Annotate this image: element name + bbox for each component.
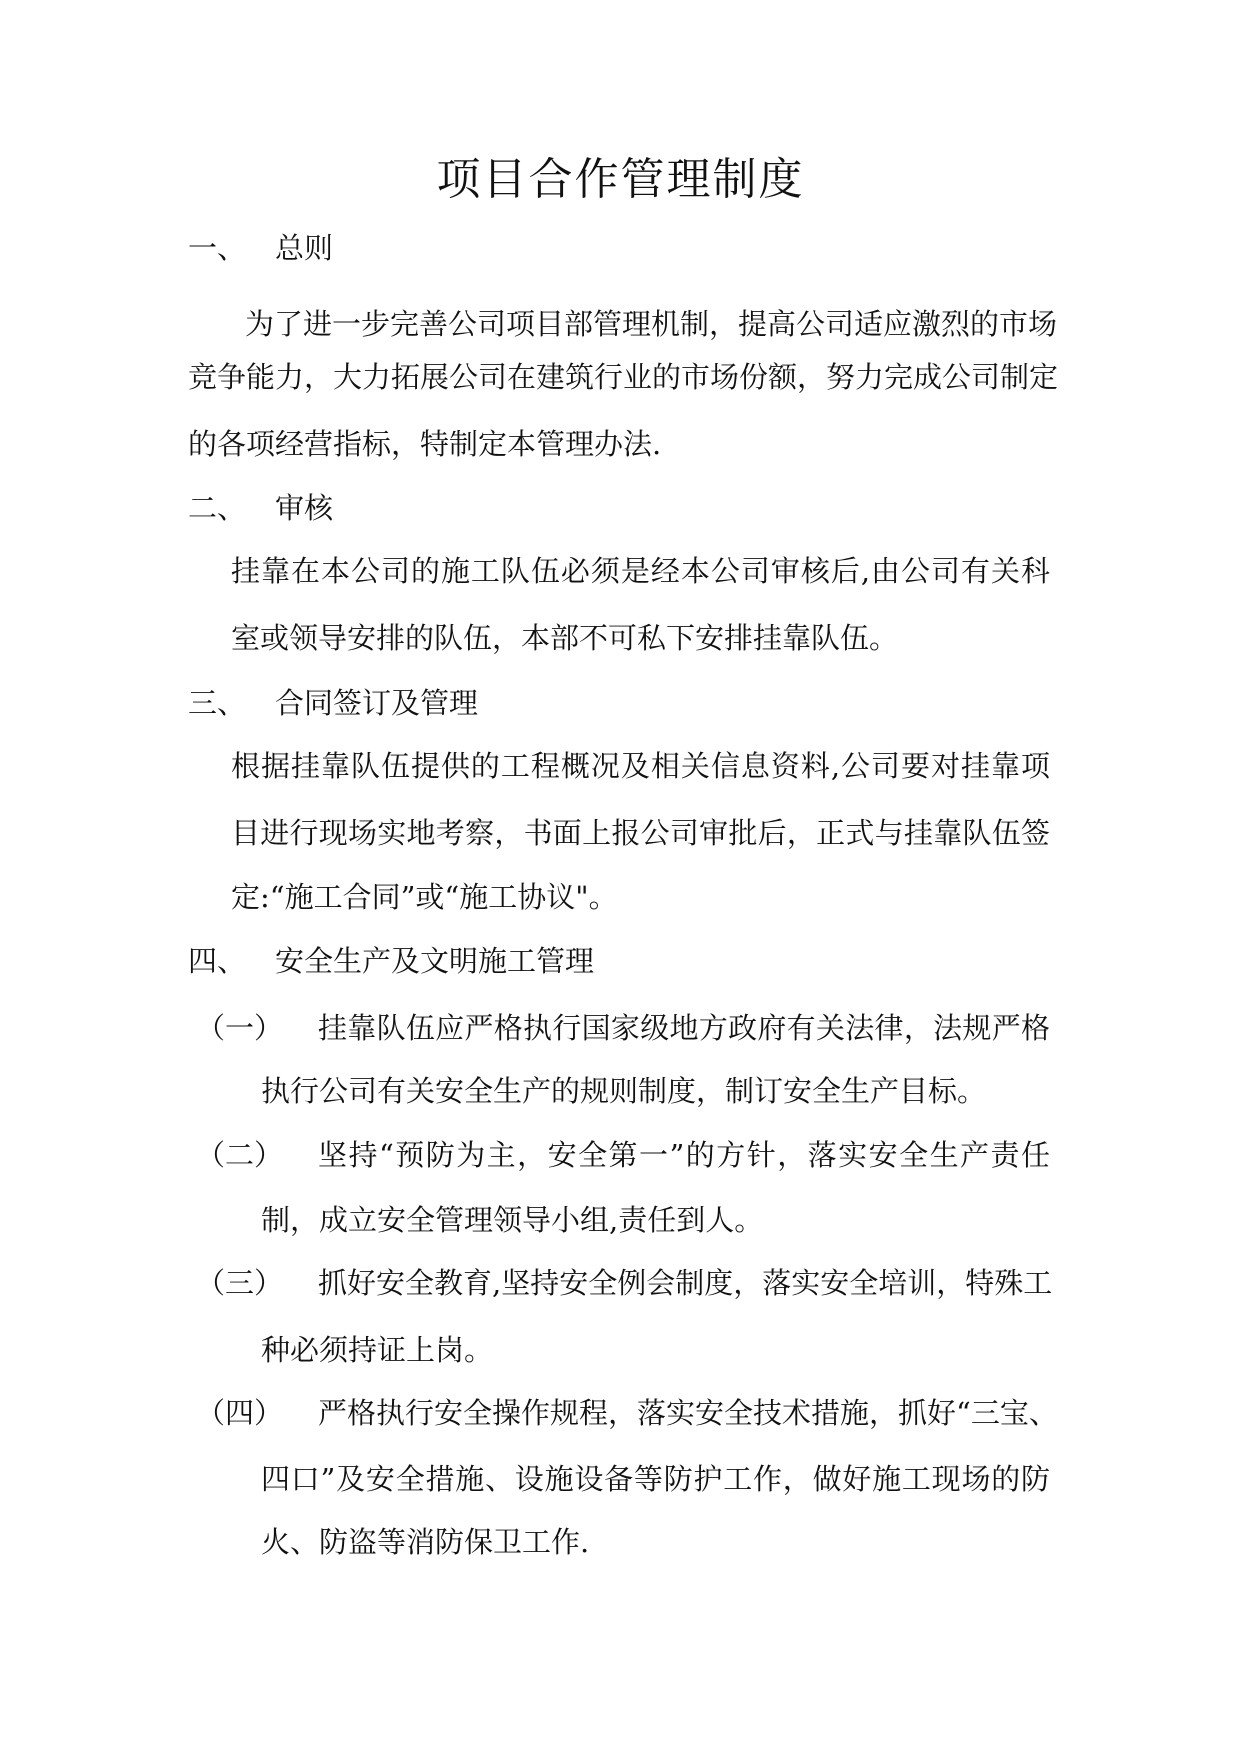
section-4-heading: 安全生产及文明施工管理 xyxy=(275,944,595,978)
section-1-line-3: 的各项经营指标，特制定本管理办法. xyxy=(188,427,662,461)
section-2-line-1: 挂靠在本公司的施工队伍必须是经本公司审核后,由公司有关科 xyxy=(231,554,1050,588)
document-title: 项目合作管理制度 xyxy=(436,154,805,205)
item-1-line-1: 挂靠队伍应严格执行国家级地方政府有关法律，法规严格 xyxy=(318,1011,1050,1045)
section-3-line-2: 目进行现场实地考察，书面上报公司审批后，正式与挂靠队伍签 xyxy=(231,816,1050,850)
item-3-marker: （三） xyxy=(196,1266,284,1300)
item-3-line-1: 抓好安全教育,坚持安全例会制度，落实安全培训，特殊工 xyxy=(318,1266,1053,1300)
item-3-line-2: 种必须持证上岗。 xyxy=(261,1333,494,1367)
section-4-number: 四、 xyxy=(188,944,247,978)
item-2-marker: （二） xyxy=(196,1138,284,1172)
section-3-heading: 合同签订及管理 xyxy=(275,686,479,720)
item-2-line-2: 制，成立安全管理领导小组,责任到人。 xyxy=(261,1203,764,1237)
item-1-line-2: 执行公司有关安全生产的规则制度，制订安全生产目标。 xyxy=(261,1074,987,1108)
item-1-marker: （一） xyxy=(196,1011,284,1045)
section-2-line-2: 室或领导安排的队伍，本部不可私下安排挂靠队伍。 xyxy=(231,621,899,655)
section-1-number: 一、 xyxy=(188,231,247,265)
section-1-heading: 总则 xyxy=(275,231,334,265)
item-4-marker: （四） xyxy=(196,1396,284,1430)
section-2-heading: 审核 xyxy=(275,491,334,525)
section-1-line-1: 为了进一步完善公司项目部管理机制，提高公司适应激烈的市场 xyxy=(245,307,1058,341)
section-3-line-3: 定:“施工合同”或“施工协议"。 xyxy=(231,880,618,914)
item-4-line-3: 火、防盗等消防保卫工作. xyxy=(261,1525,590,1559)
item-4-line-1: 严格执行安全操作规程，落实安全技术措施，抓好“三宝、 xyxy=(318,1396,1058,1430)
section-3-line-1: 根据挂靠队伍提供的工程概况及相关信息资料,公司要对挂靠项 xyxy=(231,749,1050,783)
item-4-line-2: 四口”及安全措施、设施设备等防护工作，做好施工现场的防 xyxy=(261,1462,1050,1496)
section-2-number: 二、 xyxy=(188,491,247,525)
section-3-number: 三、 xyxy=(188,686,247,720)
section-1-line-2: 竞争能力，大力拓展公司在建筑行业的市场份额，努力完成公司制定 xyxy=(188,360,1059,394)
item-2-line-1: 坚持“预防为主，安全第一”的方针，落实安全生产责任 xyxy=(318,1138,1050,1172)
